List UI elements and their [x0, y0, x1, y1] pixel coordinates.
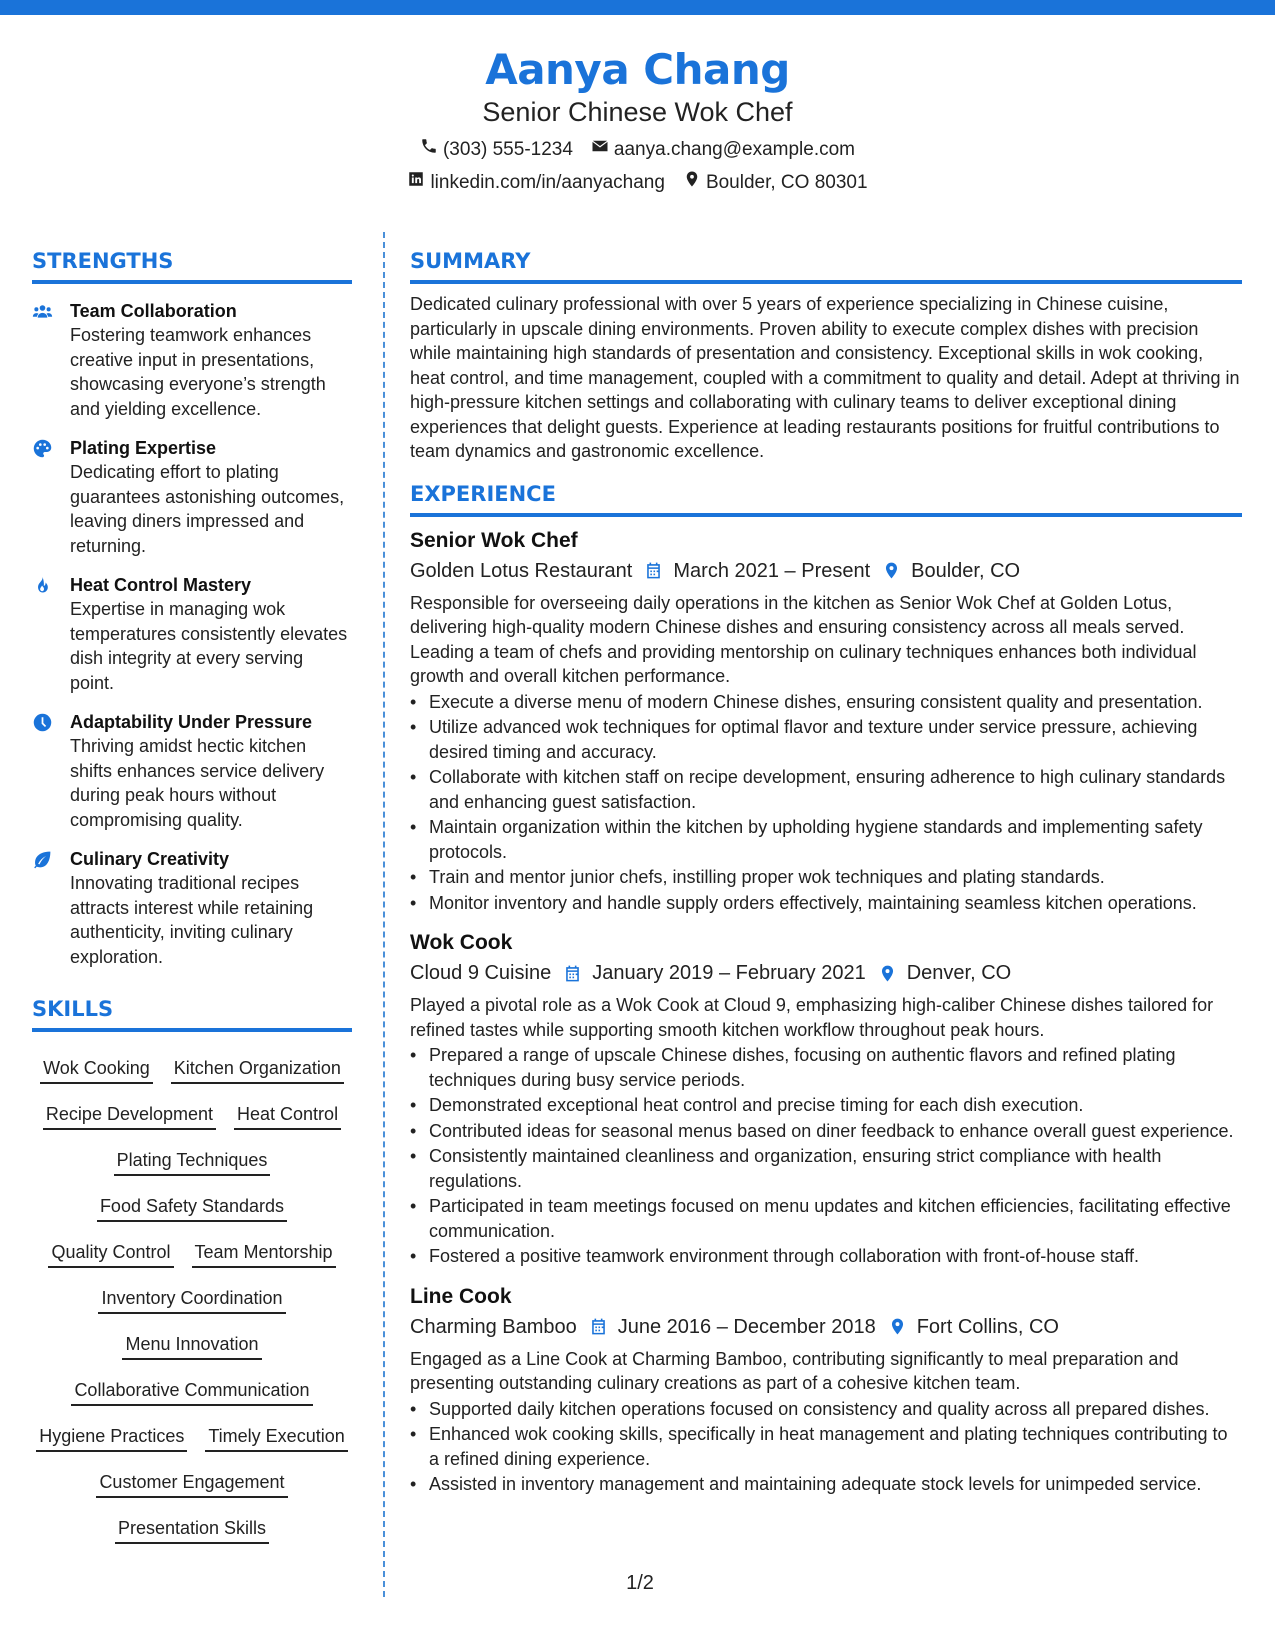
page-number: 1/2: [626, 1572, 654, 1594]
strength-item: [32, 847, 352, 969]
skill-tag: Presentation Skills: [115, 1506, 269, 1544]
list-item: • Contributed ideas for seasonal menus based on diner feedback to enhance overall guest experience.: [410, 1119, 1242, 1144]
job-entry: [410, 929, 1242, 1269]
linkedin-link[interactable]: linkedin.com/in/aanyachang: [430, 171, 665, 193]
strength-item: [32, 299, 352, 421]
job-entry: [410, 1283, 1242, 1497]
job-title: Wok Cook: [410, 931, 513, 954]
skill-tag: Food Safety Standards: [97, 1184, 287, 1222]
calendar-icon: [563, 964, 582, 983]
skill-tag: Heat Control: [234, 1092, 341, 1130]
job-meta: [410, 1313, 1242, 1341]
skill-tag: Wok Cooking: [40, 1046, 153, 1084]
email-link[interactable]: aanya.chang@example.com: [613, 138, 856, 160]
flame-icon: [32, 573, 70, 695]
strength-description: Dedicating effort to plating guarantees astonishing outcomes, leaving diners impressed and returning.: [70, 462, 345, 556]
skill-tag: Quality Control: [48, 1230, 173, 1268]
list-item: • Assisted in inventory management and maintaining adequate stock levels for unimpeded service.: [410, 1472, 1242, 1497]
summary-heading: SUMMARY: [410, 247, 1242, 284]
skill-tag: Menu Innovation: [122, 1322, 261, 1360]
skills-list: [32, 1038, 352, 1544]
job-location: Denver, CO: [906, 962, 1012, 984]
list-item: • Consistently maintained cleanliness and organization, ensuring strict compliance with health regulations.: [410, 1144, 1242, 1193]
job-location: Fort Collins, CO: [916, 1315, 1059, 1338]
job-meta: [410, 557, 1242, 585]
strength-title: Culinary Creativity: [70, 849, 230, 869]
job-bullets: [410, 1043, 1242, 1269]
phone-text: (303) 555-1234: [442, 138, 573, 160]
palette-icon: [32, 436, 70, 558]
list-item: • Fostered a positive teamwork environment through collaboration with front-of-house staff.: [410, 1244, 1242, 1269]
job-title: Line Cook: [410, 1284, 512, 1308]
list-item: • Utilize advanced wok techniques for optimal flavor and texture under service pressure, achieving desired timing and accuracy.: [410, 715, 1242, 764]
resume-header: [0, 44, 1275, 195]
top-accent-bar: [0, 0, 1275, 15]
phone-icon: [420, 137, 438, 162]
summary-text: Dedicated culinary professional with over 5 years of experience specializing in Chinese cuisine, particularly in upscale dining environments. Proven ability to execute complex dishes with precision while maintaining high standards of presentation and consistency. Exceptional skills in wok cooking, heat control, and time management, coupled with a commitment to quality and detail. Adept at thriving in high-pressure kitchen settings and collaborating with culinary teams to deliver exceptional dining experiences that delight guests. Experience at leading restaurants positions for fruitful contributions to team dynamics and gastronomic excellence.: [410, 294, 1240, 461]
strength-title: Adaptability Under Pressure: [70, 712, 313, 732]
list-item: • Demonstrated exceptional heat control and precise timing for each dish execution.: [410, 1093, 1242, 1118]
list-item: • Train and mentor junior chefs, instilling proper wok techniques and plating standards.: [410, 865, 1242, 890]
skill-tag: Customer Engagement: [96, 1460, 287, 1498]
list-item: • Supported daily kitchen operations focused on consistency and quality across all prepared dishes.: [410, 1397, 1242, 1422]
skill-tag: Collaborative Communication: [71, 1368, 312, 1406]
job-description: Played a pivotal role as a Wok Cook at Cloud 9, emphasizing high-caliber Chinese dishes tailored for refined tastes while supporting smooth kitchen workflow throughout peak hours.: [410, 995, 1214, 1040]
calendar-icon: [644, 561, 663, 580]
leaf-icon: [32, 847, 70, 969]
contact-row-2: [0, 170, 1275, 195]
skill-tag: Hygiene Practices: [36, 1414, 187, 1452]
job-description: Engaged as a Line Cook at Charming Bamboo, contributing significantly to meal preparation and presenting outstanding culinary creations as part of a cohesive kitchen team.: [410, 1348, 1179, 1393]
map-pin-icon: [882, 561, 901, 580]
strength-title: Heat Control Mastery: [70, 575, 252, 595]
strength-title: Plating Expertise: [70, 438, 217, 458]
list-item: • Maintain organization within the kitchen by upholding hygiene standards and implementing safety protocols.: [410, 815, 1242, 864]
strength-item: [32, 573, 352, 695]
skill-tag: Timely Execution: [205, 1414, 347, 1452]
job-company: Charming Bamboo: [410, 1315, 577, 1338]
skill-tag: Recipe Development: [43, 1092, 216, 1130]
job-dates: June 2016 – December 2018: [617, 1315, 876, 1338]
job-company: Cloud 9 Cuisine: [410, 962, 552, 984]
list-item: • Collaborate with kitchen staff on recipe development, ensuring adherence to high culinary standards and enhancing guest satisfaction.: [410, 765, 1242, 814]
job-dates: March 2021 – Present: [673, 559, 871, 582]
job-description: Responsible for overseeing daily operations in the kitchen as Senior Wok Chef at Golden Lotus, delivering high-quality modern Chinese dishes and ensuring consistency across all meals served. Leading a team of chefs and providing mentorship on culinary techniques enhances both individual growth and overall kitchen performance.: [410, 592, 1197, 686]
job-company: Golden Lotus Restaurant: [410, 559, 633, 582]
strength-title: Team Collaboration: [70, 301, 237, 321]
strengths-heading: STRENGTHS: [32, 247, 352, 284]
column-divider: [383, 232, 385, 1597]
list-item: • Monitor inventory and handle supply orders effectively, maintaining seamless kitchen operations.: [410, 891, 1242, 916]
contact-row-1: [0, 137, 1275, 162]
experience-heading: EXPERIENCE: [410, 480, 1242, 517]
list-item: • Participated in team meetings focused on menu updates and kitchen efficiencies, facilitating effective communication.: [410, 1194, 1242, 1243]
linkedin-icon: [407, 170, 425, 195]
list-item: • Enhanced wok cooking skills, specifically in heat management and plating techniques contributing to a refined dining experience.: [410, 1422, 1242, 1471]
skill-tag: Inventory Coordination: [98, 1276, 285, 1314]
job-meta: [410, 959, 1242, 987]
list-item: • Prepared a range of upscale Chinese dishes, focusing on authentic flavors and refined plating techniques during busy service periods.: [410, 1043, 1242, 1092]
strength-item: [32, 436, 352, 558]
right-column: [410, 247, 1242, 1497]
location-text: Boulder, CO 80301: [705, 171, 868, 193]
skill-tag: Team Mentorship: [192, 1230, 336, 1268]
job-bullets: [410, 690, 1242, 916]
clock-icon: [32, 710, 70, 832]
contact-phone: [420, 137, 573, 162]
job-location: Boulder, CO: [911, 559, 1021, 582]
list-item: • Execute a diverse menu of modern Chinese dishes, ensuring consistent quality and presentation.: [410, 690, 1242, 715]
skills-heading: SKILLS: [32, 995, 352, 1032]
strength-description: Innovating traditional recipes attracts interest while retaining authenticity, inviting culinary exploration.: [70, 873, 314, 967]
strength-description: Fostering teamwork enhances creative input in presentations, showcasing everyone’s strength and yielding excellence.: [70, 325, 326, 419]
map-pin-icon: [888, 1317, 907, 1336]
left-column: [32, 247, 352, 1544]
job-dates: January 2019 – February 2021: [592, 962, 866, 984]
map-pin-icon: [683, 170, 701, 195]
calendar-icon: [589, 1317, 608, 1336]
contact-email[interactable]: [591, 137, 855, 162]
envelope-icon: [591, 137, 609, 162]
strength-item: [32, 710, 352, 832]
map-pin-icon: [878, 964, 897, 983]
candidate-name: Aanya Chang: [485, 45, 790, 94]
candidate-title: Senior Chinese Wok Chef: [482, 97, 793, 127]
job-entry: [410, 527, 1242, 916]
skill-tag: Plating Techniques: [114, 1138, 271, 1176]
contact-linkedin[interactable]: [407, 170, 665, 195]
strength-description: Thriving amidst hectic kitchen shifts enhances service delivery during peak hours without compromising quality.: [70, 736, 325, 830]
job-bullets: [410, 1397, 1242, 1497]
contact-location: [683, 170, 868, 195]
strength-description: Expertise in managing wok temperatures consistently elevates dish integrity at every serving point.: [70, 599, 348, 693]
skill-tag: Kitchen Organization: [171, 1046, 344, 1084]
users-icon: [32, 299, 70, 421]
job-title: Senior Wok Chef: [410, 528, 578, 552]
